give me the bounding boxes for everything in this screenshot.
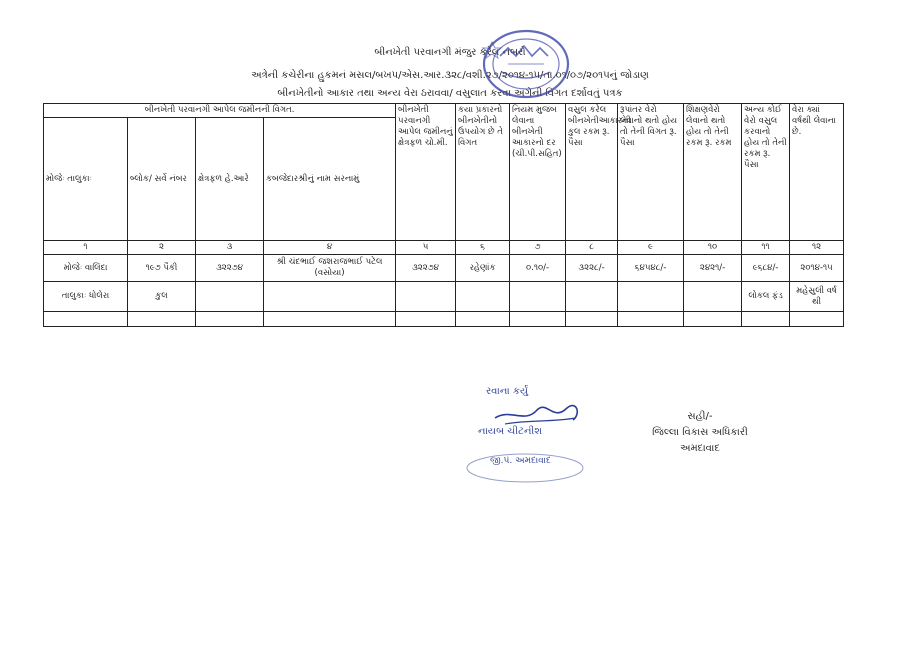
cell-total-label: કુલ xyxy=(128,282,196,312)
cell-recovered: ૩૨૨૮/- xyxy=(566,255,618,282)
col-number: ૭ xyxy=(510,241,566,255)
officer-place: અમદાવાદ xyxy=(680,443,720,454)
col-number: ૧૦ xyxy=(684,241,742,255)
order-reference: અત્રેની કચેરીના હુકમનં મસલ/બખપ/એસ.આર.૩૨૮/વશી.૨૭/૨૦૧૪-૧૫/તા.૦૧/૦૭/૨૦૧૫નું જોડાણ xyxy=(251,70,649,81)
signatory-designation: નાયબ ચીટનીશ xyxy=(478,426,542,437)
cell-holder: શ્રી ચંદભાઈ જશરાજભાઈ પટેલ (વસોયા) xyxy=(264,255,396,282)
signed-mark: સહી/- xyxy=(687,411,713,422)
office-stamp xyxy=(478,26,574,102)
table-row xyxy=(44,255,844,282)
cell-taluka: તાલુકાઃ ધોલેરા xyxy=(44,282,128,312)
document-title: બીનખેતી પરવાનગી મંજુર કરેલ નંબરો xyxy=(374,47,526,58)
cell-village: મોજેઃ વાલિંદા xyxy=(44,255,128,282)
col-number: ૧૧ xyxy=(742,241,790,255)
cell-conversion-tax: ૬૪૫૪૮/- xyxy=(618,255,684,282)
total-row xyxy=(44,282,844,312)
land-details-group-header: બીનખેતી પરવાનગી આપેલ જમીનની વિગત. xyxy=(44,104,396,118)
header-na-area: બીનખેતી પરવાનગી આપેલ જમીનનું ક્ષેત્રફળ ચો.મી. xyxy=(396,104,456,241)
signatory-office: જી.પં. અમદાવાદ xyxy=(490,456,552,466)
header-other-tax: અન્ય કોઈ વેરો વસુલ કરવાનો હોય તો તેની રકમ રૂ. પૈસા xyxy=(742,104,790,241)
cell-education-tax: ૨૪૨૧/- xyxy=(684,255,742,282)
header-holder: કબજેદારશ્રીનું નામ સરનામું xyxy=(264,118,396,241)
header-rate: નિયમ મુજબ લેવાના બીનખેતી આકારનો દર (ચી.પી.સહિત) xyxy=(510,104,566,241)
cell-from-year: ૨૦૧૪-૧૫ xyxy=(790,255,844,282)
col-number: ૩ xyxy=(196,241,264,255)
officer-title: જિલ્લા વિકાસ અધિકારી xyxy=(652,427,748,438)
col-number: ૪ xyxy=(264,241,396,255)
cell-rate: ૦.૧૦/- xyxy=(510,255,566,282)
empty-row xyxy=(44,312,844,327)
header-village: મોજેઃ તાલુકાઃ xyxy=(44,118,128,241)
cell-revenue-year: મહેસુલી વર્ષ થી xyxy=(790,282,844,312)
col-number: ૧૨ xyxy=(790,241,844,255)
dispatch-note: રવાના કર્યું xyxy=(486,386,529,397)
cell-purpose: રહેણાંક xyxy=(456,255,510,282)
col-number: ૫ xyxy=(396,241,456,255)
cell-local-fund: લોકલ ફંડ xyxy=(742,282,790,312)
na-permission-table xyxy=(43,103,844,327)
col-number: ૯ xyxy=(618,241,684,255)
column-number-row xyxy=(44,241,844,255)
statement-title: બીનખેતીનો આકાર તથા અન્ય વેરા ઠરાવવા/ વસુલાત કરવા અંગેની વિગત દર્શાવતું પત્રક xyxy=(277,88,623,99)
header-recovered: વસુલ કરેલ બીનખેતીઆકારની કુલ રકમ રૂ. પૈસા xyxy=(566,104,618,241)
cell-na-area: ૩૨૨૭૪ xyxy=(396,255,456,282)
header-area: ક્ષેત્રફળ હે.આરે xyxy=(196,118,264,241)
header-conversion-tax: રૂપાંતર વેરો લેવાનો થતો હોય તો તેની વિગત રૂ. પૈસા xyxy=(618,104,684,241)
header-purpose: કયા પ્રકારનો બીનખેતીનો ઉપયોગ છે તે વિગત xyxy=(456,104,510,241)
col-number: ૮ xyxy=(566,241,618,255)
col-number: ૧ xyxy=(44,241,128,255)
header-from-year: વેરા ક્યાં વર્ષથી લેવાના છે. xyxy=(790,104,844,241)
header-education-tax: શિક્ષણવેરો લેવાનો થતો હોય તો તેની રકમ રૂ. રકમ xyxy=(684,104,742,241)
cell-other-tax: ૯૬૮૪/- xyxy=(742,255,790,282)
col-number: ૨ xyxy=(128,241,196,255)
cell-area: ૩૨૨૭૪ xyxy=(196,255,264,282)
header-block: બ્લોક/ સર્વે નંબર xyxy=(128,118,196,241)
col-number: ૬ xyxy=(456,241,510,255)
cell-block: ૧૯૭ પૈકી xyxy=(128,255,196,282)
